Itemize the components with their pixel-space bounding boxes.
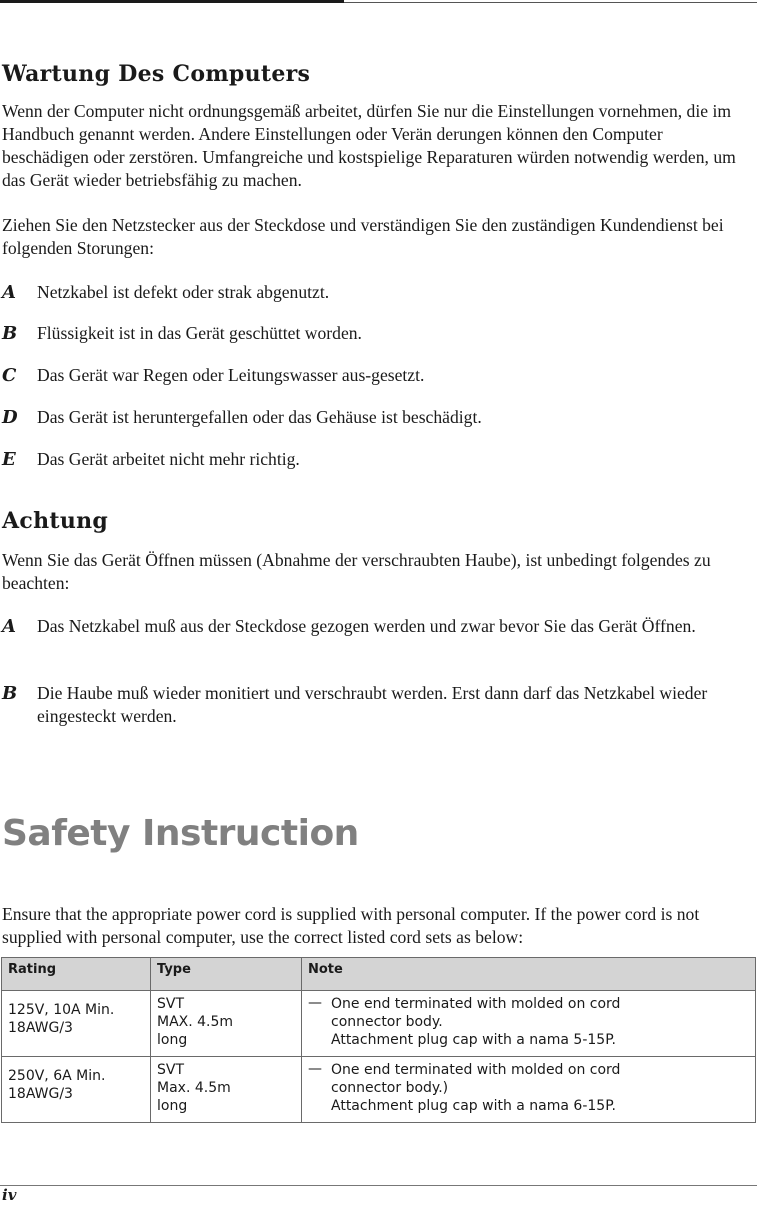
item-text: Netzkabel ist defekt oder strak abgenutzt. [37, 282, 330, 302]
header-note: Note [302, 958, 756, 991]
note-line: Attachment plug cap with a nama 6-15P. [331, 1098, 616, 1114]
type-line: MAX. 4.5m [157, 1014, 234, 1030]
safety-intro: Ensure that the appropriate power cord is supplied with personal computer. If the power cord is not supplied with personal computer, use the correct listed cord sets as below: [2, 904, 700, 947]
item-letter: A [2, 616, 16, 637]
item-letter: B [2, 683, 18, 704]
note-line: One end terminated with molded on cord [331, 1062, 621, 1078]
wartung-paragraph-2: Ziehen Sie den Netzstecker aus der Steckdose und verständigen Sie den zuständigen Kundendienst bei folgenden Storungen: [2, 215, 724, 258]
item-text: Das Netzkabel muß aus der Steckdose gezogen werden und zwar bevor Sie das Gerät Öffnen. [37, 616, 696, 636]
wartung-item-e [2, 448, 750, 471]
header-rating: Rating [2, 958, 151, 991]
item-letter: C [2, 365, 17, 386]
cell-rating [2, 1057, 151, 1123]
wartung-item-d [2, 406, 750, 429]
note-line: connector body. [331, 1014, 443, 1030]
item-letter: E [2, 449, 16, 470]
wartung-heading: Wartung Des Computers [2, 61, 311, 87]
note-line: Attachment plug cap with a nama 5-15P. [331, 1032, 616, 1048]
cell-note [302, 1057, 756, 1123]
wartung-item-c [2, 364, 750, 387]
wartung-paragraph-1: Wenn der Computer nicht ordnungsgemäß arbeitet, dürfen Sie nur die Einstellungen vornehmen, die im Handbuch genannt werden. Andere Einstellungen oder Verän derungen können den Computer beschädigen oder zerstören. Umfangreiche und kostspielige Reparaturen würden notwendig werden, um das Gerät wieder betriebsfähig zu machen. [2, 101, 736, 190]
item-letter: D [2, 407, 18, 428]
item-text: Die Haube muß wieder monitiert und verschraubt werden. Erst dann darf das Netzkabel wieder eingesteckt werden. [37, 683, 708, 726]
achtung-paragraph: Wenn Sie das Gerät Öffnen müssen (Abnahme der verschraubten Haube), ist unbedingt folgendes zu beachten: [2, 550, 711, 593]
footer-rule [0, 1185, 757, 1186]
item-letter: B [2, 323, 18, 344]
top-rule-thin [344, 2, 757, 3]
type-line: long [157, 1098, 188, 1114]
type-line: long [157, 1032, 188, 1048]
achtung-item-b [2, 682, 750, 728]
rating-line: 18AWG/3 [8, 1020, 73, 1036]
item-letter: A [2, 282, 16, 303]
table-header-row [2, 958, 756, 991]
rating-line: 250V, 6A Min. [8, 1068, 106, 1084]
cell-type [151, 991, 302, 1057]
achtung-heading: Achtung [2, 508, 109, 534]
type-line: SVT [157, 1062, 185, 1078]
wartung-item-b [2, 322, 750, 345]
note-dash: — [308, 995, 322, 1011]
type-line: SVT [157, 996, 185, 1012]
top-rule-thick [0, 0, 344, 3]
achtung-item-a [2, 615, 750, 638]
rating-line: 125V, 10A Min. [8, 1002, 115, 1018]
power-cord-table [1, 957, 756, 1123]
table-row [2, 991, 756, 1057]
wartung-item-a [2, 281, 750, 304]
safety-heading: Safety Instruction [2, 813, 359, 854]
note-line: connector body.) [331, 1080, 449, 1096]
cell-type [151, 1057, 302, 1123]
note-line: One end terminated with molded on cord [331, 996, 621, 1012]
item-text: Flüssigkeit ist in das Gerät geschüttet worden. [37, 323, 362, 343]
item-text: Das Gerät war Regen oder Leitungswasser aus-gesetzt. [37, 365, 425, 385]
cell-note [302, 991, 756, 1057]
table-row [2, 1057, 756, 1123]
cell-rating [2, 991, 151, 1057]
item-text: Das Gerät arbeitet nicht mehr richtig. [37, 449, 300, 469]
item-text: Das Gerät ist heruntergefallen oder das Gehäuse ist beschädigt. [37, 407, 482, 427]
rating-line: 18AWG/3 [8, 1086, 73, 1102]
type-line: Max. 4.5m [157, 1080, 231, 1096]
page-number: iv [2, 1186, 17, 1204]
header-type: Type [151, 958, 302, 991]
note-dash: — [308, 1061, 322, 1077]
